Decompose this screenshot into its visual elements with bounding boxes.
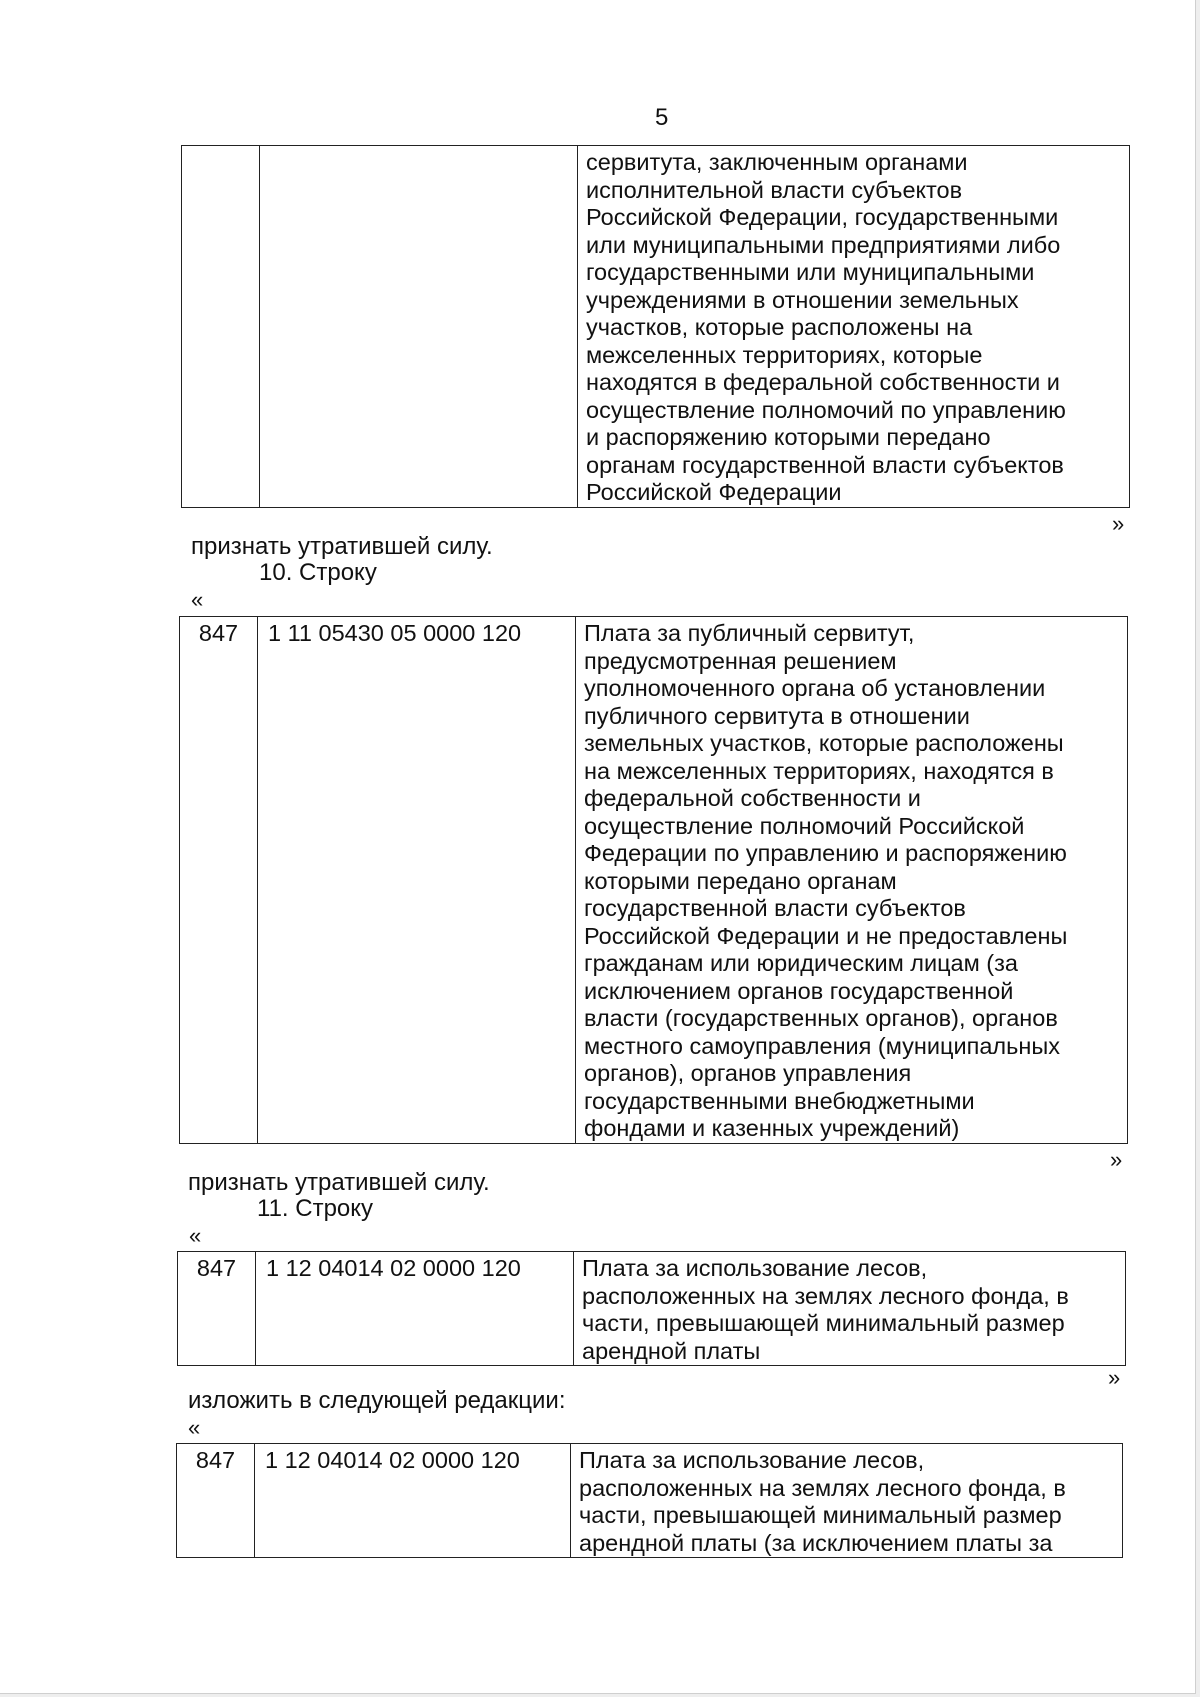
opening-quote: « xyxy=(191,587,204,612)
table-cell-description xyxy=(576,617,1128,1144)
description-line: государственными внебюджетными xyxy=(584,1087,975,1114)
opening-quote: « xyxy=(188,1415,201,1440)
description-line: на межселенных территориях, находятся в xyxy=(584,757,1054,784)
description-line: органам государственной власти субъектов xyxy=(586,451,1064,478)
table-cell-admin-code: 847 xyxy=(177,1444,255,1558)
table-cell-description xyxy=(571,1444,1123,1558)
description-line: публичного сервитута в отношении xyxy=(584,702,970,729)
description-line: гражданам или юридическим лицам (за xyxy=(584,950,1018,976)
table-cell-description xyxy=(578,146,1130,508)
table-cell-budget-code: 1 11 05430 05 0000 120 xyxy=(258,617,576,1144)
description-line: арендной платы (за исключением платы за xyxy=(579,1529,1053,1556)
table-cell-budget-code xyxy=(260,146,578,508)
item-heading: 11. Строку xyxy=(257,1195,374,1222)
description-line: фондами и казенных учреждений) xyxy=(584,1115,960,1141)
description-line: органов), органов управления xyxy=(584,1060,912,1086)
description-line: исполнительной власти субъектов xyxy=(586,176,963,203)
table-row xyxy=(180,617,1128,1144)
codes-table-continued xyxy=(181,145,1130,508)
description-line: находятся в федеральной собственности и xyxy=(586,369,1060,395)
description-line: Плата за использование лесов, xyxy=(582,1255,928,1281)
description-line: местного самоуправления (муниципальных xyxy=(584,1032,1060,1059)
description-line: осуществление полномочий по управлению xyxy=(586,396,1066,423)
table-cell-admin-code: 847 xyxy=(180,617,258,1144)
opening-quote: « xyxy=(189,1223,202,1248)
description-line: федеральной собственности и xyxy=(584,785,921,811)
table-cell-budget-code: 1 12 04014 02 0000 120 xyxy=(256,1252,574,1366)
description-line: расположенных на землях лесного фонда, в xyxy=(579,1474,1066,1501)
description-line: части, превышающей минимальный размер xyxy=(579,1502,1062,1528)
table-cell-description xyxy=(574,1252,1126,1366)
page-number: 5 xyxy=(655,104,669,131)
description-line: уполномоченного органа об установлении xyxy=(584,675,1046,701)
description-line: Федерации по управлению и распоряжению xyxy=(584,840,1067,866)
description-line: Российской Федерации, государственными xyxy=(586,204,1059,230)
codes-table-item-11 xyxy=(177,1251,1126,1366)
description-line: осуществление полномочий Российской xyxy=(584,812,1025,839)
closing-quote: » xyxy=(1110,1147,1123,1172)
closing-quote: » xyxy=(1112,511,1125,536)
description-line: власти (государственных органов), органов xyxy=(584,1005,1058,1031)
paragraph-text: признать утратившей силу. xyxy=(188,1169,490,1196)
description-line: и распоряжению которыми передано xyxy=(586,424,991,450)
description-line: Плата за публичный сервитут, xyxy=(584,620,915,646)
description-line: государственными или муниципальными xyxy=(586,259,1035,285)
description-line: Российской Федерации xyxy=(586,479,842,505)
description-line: исключением органов государственной xyxy=(584,977,1014,1004)
description-line: межселенных территориях, которые xyxy=(586,341,983,368)
codes-table-new-wording xyxy=(176,1443,1123,1558)
description-line: учреждениями в отношении земельных xyxy=(586,286,1019,313)
table-row xyxy=(178,1252,1126,1366)
description-line: или муниципальными предприятиями либо xyxy=(586,231,1061,258)
description-line: участков, которые расположены на xyxy=(586,314,973,340)
table-row xyxy=(177,1444,1123,1558)
description-line: Российской Федерации и не предоставлены xyxy=(584,922,1068,949)
description-line: государственной власти субъектов xyxy=(584,895,966,921)
description-line: земельных участков, которые расположены xyxy=(584,730,1064,756)
description-line: части, превышающей минимальный размер xyxy=(582,1310,1065,1336)
table-cell-admin-code: 847 xyxy=(178,1252,256,1366)
description-line: Плата за использование лесов, xyxy=(579,1447,925,1473)
paragraph-text: признать утратившей силу. xyxy=(191,533,493,560)
description-line: предусмотренная решением xyxy=(584,647,897,674)
description-line: арендной платы xyxy=(582,1337,761,1364)
closing-quote: » xyxy=(1108,1365,1121,1390)
item-heading: 10. Строку xyxy=(259,559,377,586)
description-line: сервитута, заключенным органами xyxy=(586,149,968,175)
paragraph-text: изложить в следующей редакции: xyxy=(188,1387,566,1414)
description-line: расположенных на землях лесного фонда, в xyxy=(582,1282,1069,1309)
table-row xyxy=(182,146,1130,508)
table-cell-budget-code: 1 12 04014 02 0000 120 xyxy=(255,1444,571,1558)
description-line: которыми передано органам xyxy=(584,867,897,894)
codes-table-item-10 xyxy=(179,616,1128,1144)
table-cell-admin-code xyxy=(182,146,260,508)
